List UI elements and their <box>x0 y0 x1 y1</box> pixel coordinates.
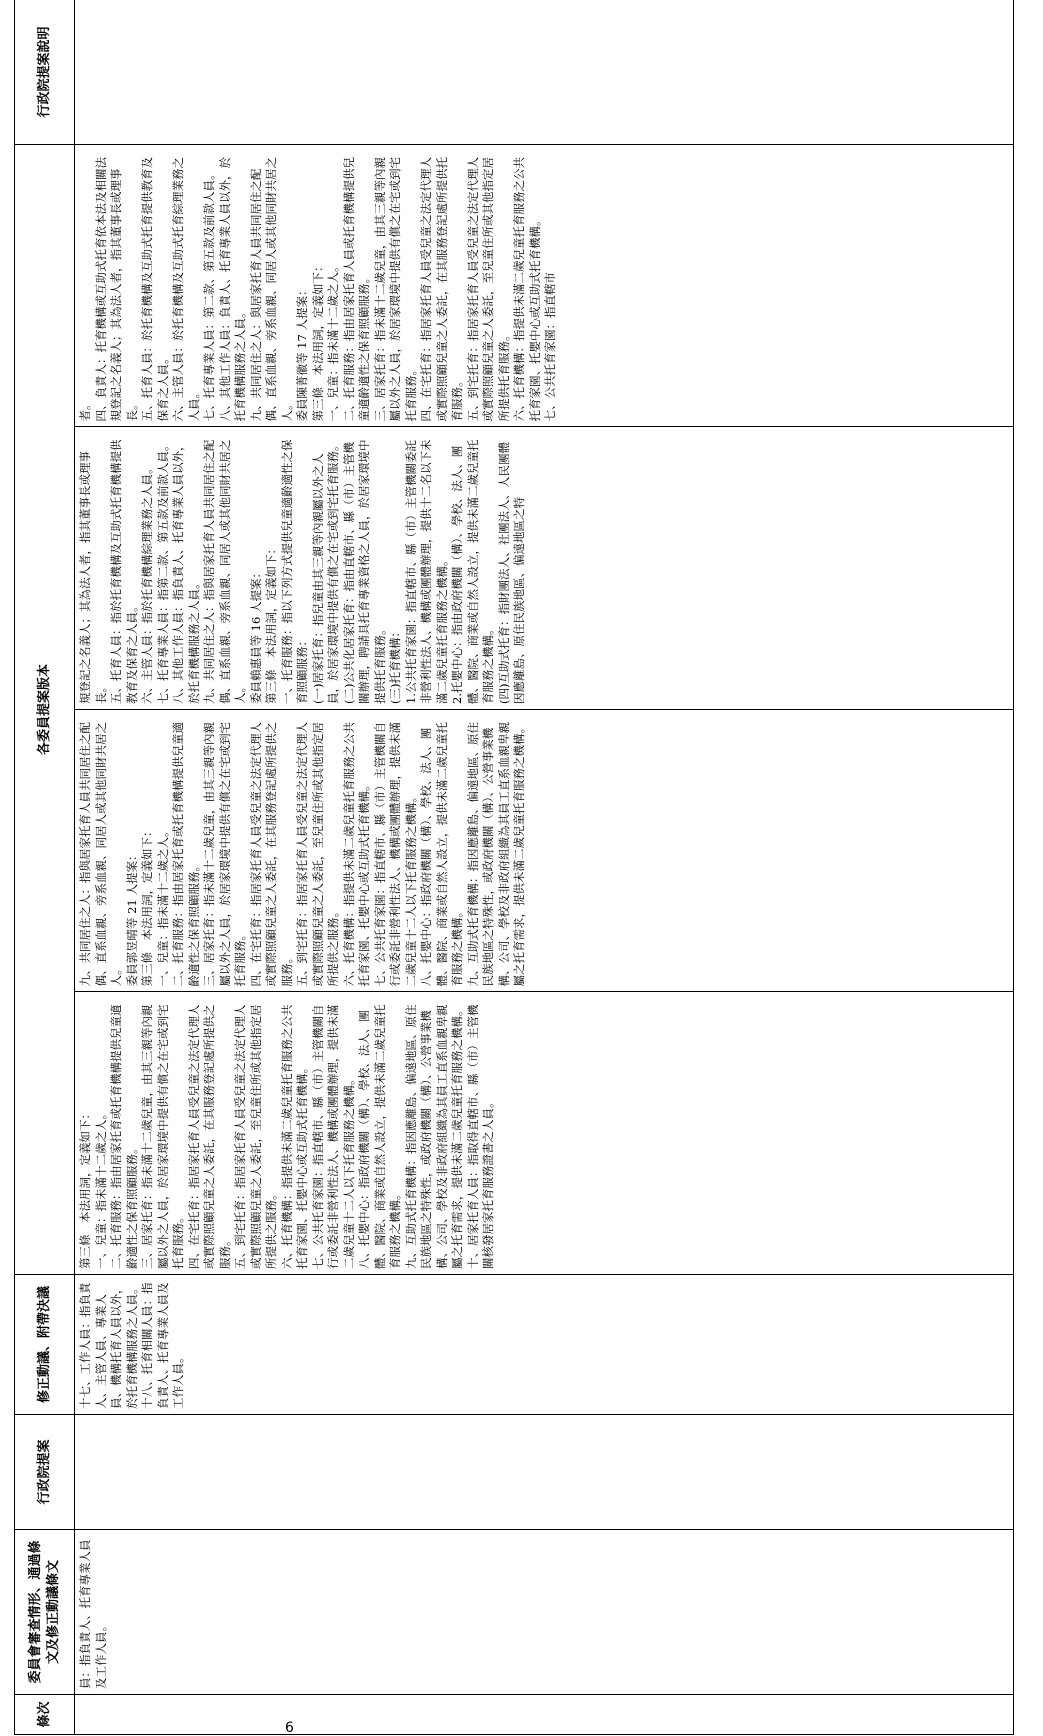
proposal-column-1: 第三條 本法用詞，定義如下： 一、兒童：指未滿十二歲之人。 二、托育服務：指由居家托育或托育機構提供兒童適齡適性之保育照顧服務。 三、居家托育：指未滿十二歲兒童，由其三親等內親屬以外之人員，於居家環境中提供有償之在宅或到宅托育服務。 四、在宅托育：指居家托育人員受兒童之法定代理人或實際照顧兒童之人委託，在其服務登記處所提供之服務。 五、到宅托育：指居家托育人員受兒童之法定代理人或實際照顧兒童之人委託，至兒童住所或其他指定居所提供之服務。 六、托育機構：指提供未滿二歲兒童托育服務之公共托育家園、托嬰中心或互助式托育機構。 七、公共托育家園：指直轄市、縣（市）主管機關自行或委託非營利性法人、機構或團體辦理，提供未滿二歲兒童十二人以下托育服務之機構。 八、托嬰中心：指政府機關（構）、學校、法人、團體、醫院、商業或自然人設立，提供未滿二歲兒童托育服務之機構。 九、互助式托育機構：指因應離島、偏遠地區、原住民族地區之特殊性，或政府機關（構）、公營事業機構、公司、學校及非政府組織為其員工直系血親卑親屬之托育需求，提供未滿二歲兒童托育服務之機構。 十、居家托育人員：指取得直轄市、縣（市）主管機關核發居家托育服務證書之人員。 <box>75 992 1013 1275</box>
header-article: 條次 <box>15 1695 75 1735</box>
cell-member-proposals <box>75 145 1014 1275</box>
header-member-proposals: 各委員提案版本 <box>15 145 75 1275</box>
page-number: 6 <box>285 1720 294 1736</box>
header-amendment-motion: 修正動議、附帶決議 <box>15 1275 75 1415</box>
header-executive-explanation: 行政院提案說明 <box>15 0 75 145</box>
cell-executive-proposal <box>75 1415 1014 1530</box>
cell-amendment-motion: 十七、工作人員：指負責人、主管人員、專業人員、機構托育人員以外，於托育機構服務之人員。 十八、托育相關人員：指負責人、托育專業人員及工作人員。 <box>75 1275 1014 1415</box>
rotated-table-sheet <box>14 0 1029 1735</box>
cell-committee-review: 員：指負責人、托育專業人員及工作人員。 <box>75 1530 1014 1695</box>
cell-article <box>75 1695 1014 1735</box>
comparison-table <box>14 0 1014 1735</box>
proposal-column-3: 規登記之名義人；其為法人者，指其董事長或理事長。 五、托育人員：指於托育機構及互助式托育機構提供教育及保育之人員。 六、主管人員：指於托育機構綜理業務之人員。 七、托育專業人員：指第二款、第五款及前款人員。 八、其他工作人員：指負責人、托育專業人員以外，於托育機構服務之人員。 九、共同居住之人：指與居家托育人員共同居住之配偶、直系血親、旁系血親、同居人或其他同財共居之人。 委員賴惠員等 16 人提案： 第三條 本法用詞，定義如下： 一、托育服務：指以下列方式提供兒童適齡適性之保育照顧服務： (一)居家托育：指兒童由其三親等內親屬以外之人員，於居家環境中提供有償之在宅或到宅托育服務。 (二)公共化居家托育：指由直轄市、縣（市）主管機關辦理，聘請具托育專業資格之人員，於居家環境中提供托育服務。 (三)托育機構： 1.公共托育家園：指直轄市、縣（市）主管機關委託非營利性法人、機構或團體辦理，提供十二名以下未滿二歲兒童托育服務之機構。 2.托嬰中心：指由政府機關（構）、學校、法人、團體、醫院、商業或自然人設立，提供未滿二歲兒童托育服務之機構。 (四)互助式托育：指財團法人、社團法人、人民團體因應離島、原住民族地區、偏遠地區之特 <box>75 427 1013 710</box>
cell-executive-explanation <box>75 0 1014 145</box>
header-executive-proposal: 行政院提案 <box>15 1415 75 1530</box>
proposal-column-2: 九、共同居住之人：指與居家托育人員共同居住之配偶、直系血親、旁系血親、同居人或其他同財共居之人。 委員郭昱晴等 21 人提案： 第三條 本法用詞，定義如下： 一、兒童：指未滿十二歲之人。 二、托育服務：指由居家托育或托育機構提供兒童適齡適性之保育照顧服務。 三、居家托育：指未滿十二歲兒童，由其三親等內親屬以外之人員，於居家環境中提供有償之在宅或到宅托育服務。 四、在宅托育：指居家托育人員受兒童之法定代理人或實際照顧兒童之人委託，在其服務登記處所提供之服務。 五、到宅托育：指居家托育人員受兒童之法定代理人或實際照顧兒童之人委託，至兒童住所或其他指定居所提供之服務。 六、托育機構：指提供未滿二歲兒童托育服務之公共托育家園、托嬰中心或互助式托育機構。 七、公共托育家園：指直轄市、縣（市）主管機關自行或委託非營利性法人、機構或團體辦理，提供未滿二歲兒童十二人以下托育服務之機構。 八、托嬰中心：指政府機關（構）、學校、法人、團體、醫院、商業或自然人設立，提供未滿二歲兒童托育服務之機構。 九、互助式托育機構：指因應離島、偏遠地區、原住民族地區之特殊性，或政府機關（構）、公營事業機構、公司、學校及非政府組織為其員工直系血親卑親屬之托育需求，提供未滿二歲兒童托育服務之機構。 <box>75 709 1013 992</box>
header-committee-review: 委員會審查情形、通過條文及修正動議條文 <box>15 1530 75 1695</box>
proposal-column-4: 者。 四、負責人：托育機構或互助式托育依本法及相關法規登記之名義人；其為法人者，指其董事長或理事長。 五、托育人員：於托育機構及互助式托育提供教育及保育之人員。 六、主管人員：於托育機構及互助式托育綜理業務之人員。 七、托育專業人員：第二款、第五款及前款人員。 八、其他工作人員：負責人、托育專業人員以外，於托育機構服務之人員。 九、共同居住之人：與居家托育人員共同居住之配偶、直系血親、旁系血親、同居人或其他同財共居之人。 委員陳菁徽等 17 人提案： 第三條 本法用詞，定義如下： 一、兒童：指未滿十二歲之人。 二、托育服務：指由居家托育人員或托育機構提供兒童適齡適性之保育照顧服務。 三、居家托育：指未滿十二歲兒童，由其三親等內親屬以外之人員，於居家環境中提供有償之在宅或到宅托育服務。 四、在宅托育：指居家托育人員受兒童之法定代理人或實際照顧兒童之人委託，在其服務登記處所提供托育服務。 五、到宅托育：指居家托育人員受兒童之法定代理人或實際照顧兒童之人委託，至兒童住所或其他指定居所提供托育服務。 六、托育機構：指提供未滿二歲兒童托育服務之公共托育家園、托嬰中心或互助式托育機構。 七、公共托育家園：指直轄市 <box>78 157 558 422</box>
